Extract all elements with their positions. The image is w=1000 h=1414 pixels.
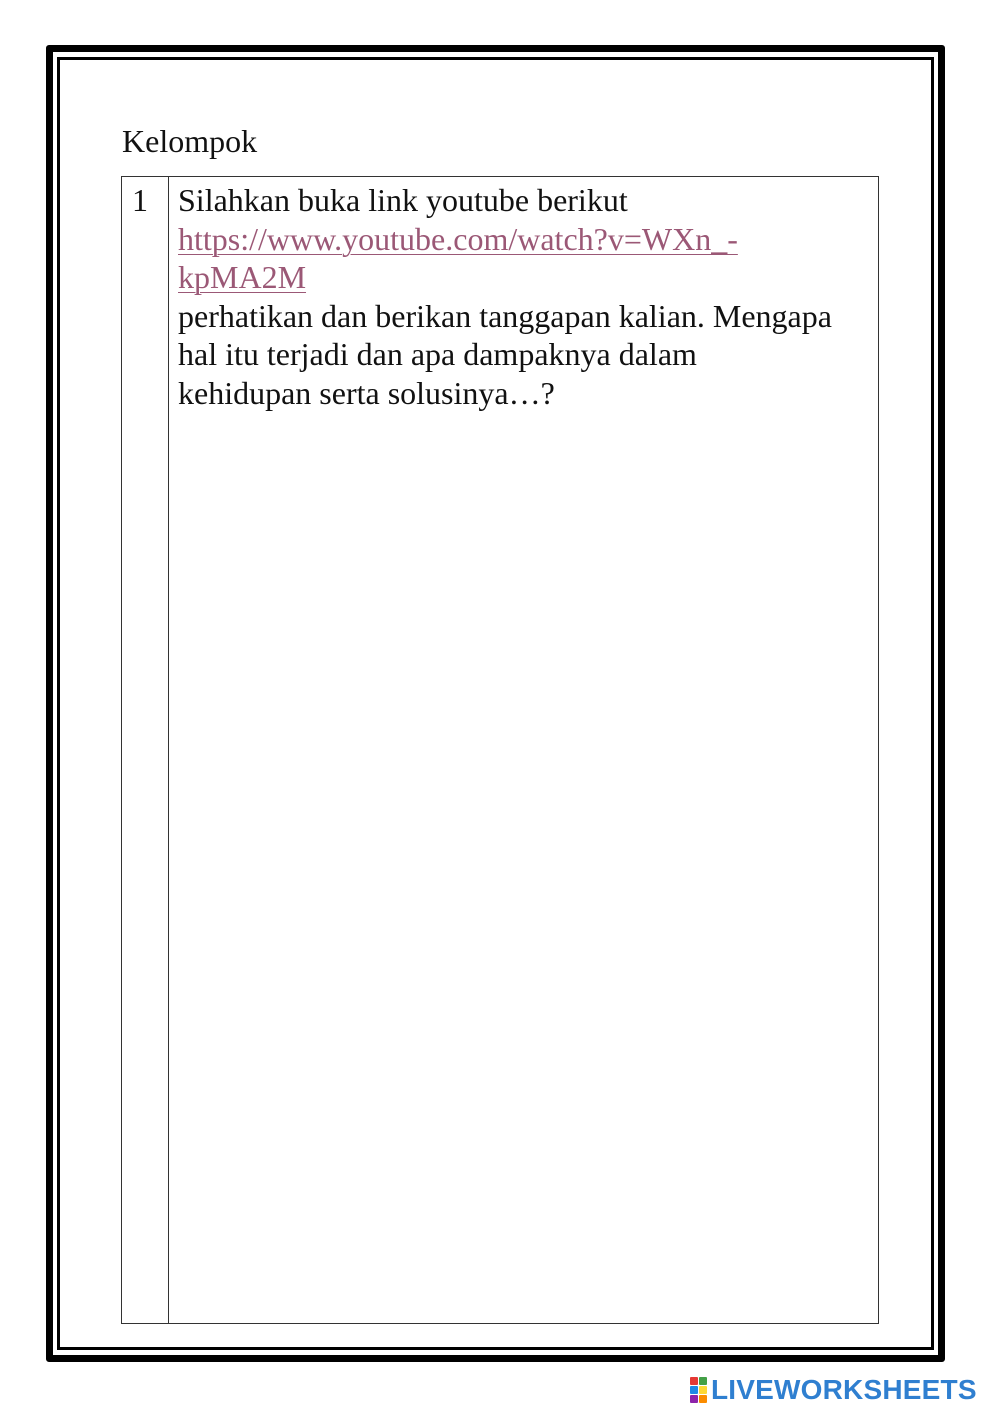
youtube-link-line-1[interactable]: https://www.youtube.com/watch?v=WXn_- xyxy=(178,220,738,257)
task-intro: Silahkan buka link youtube berikut xyxy=(178,182,628,218)
task-table xyxy=(121,176,879,1324)
task-number-cell xyxy=(122,177,169,1323)
task-instruction-line-3: kehidupan serta solusinya…? xyxy=(178,374,555,411)
group-heading: Kelompok xyxy=(122,123,258,159)
liveworksheets-watermark xyxy=(690,1373,977,1407)
youtube-link-line-2[interactable]: kpMA2M xyxy=(178,259,307,295)
task-number: 1 xyxy=(132,182,148,218)
watermark-text: LIVEWORKSHEETS xyxy=(711,1374,977,1405)
liveworksheets-logo-icon xyxy=(690,1377,708,1403)
task-instruction-line-1: perhatikan dan berikan tanggapan kalian. Mengapa xyxy=(178,297,832,334)
task-instruction-line-2: hal itu terjadi dan apa dampaknya dalam xyxy=(178,336,697,372)
task-content-cell xyxy=(178,181,873,412)
